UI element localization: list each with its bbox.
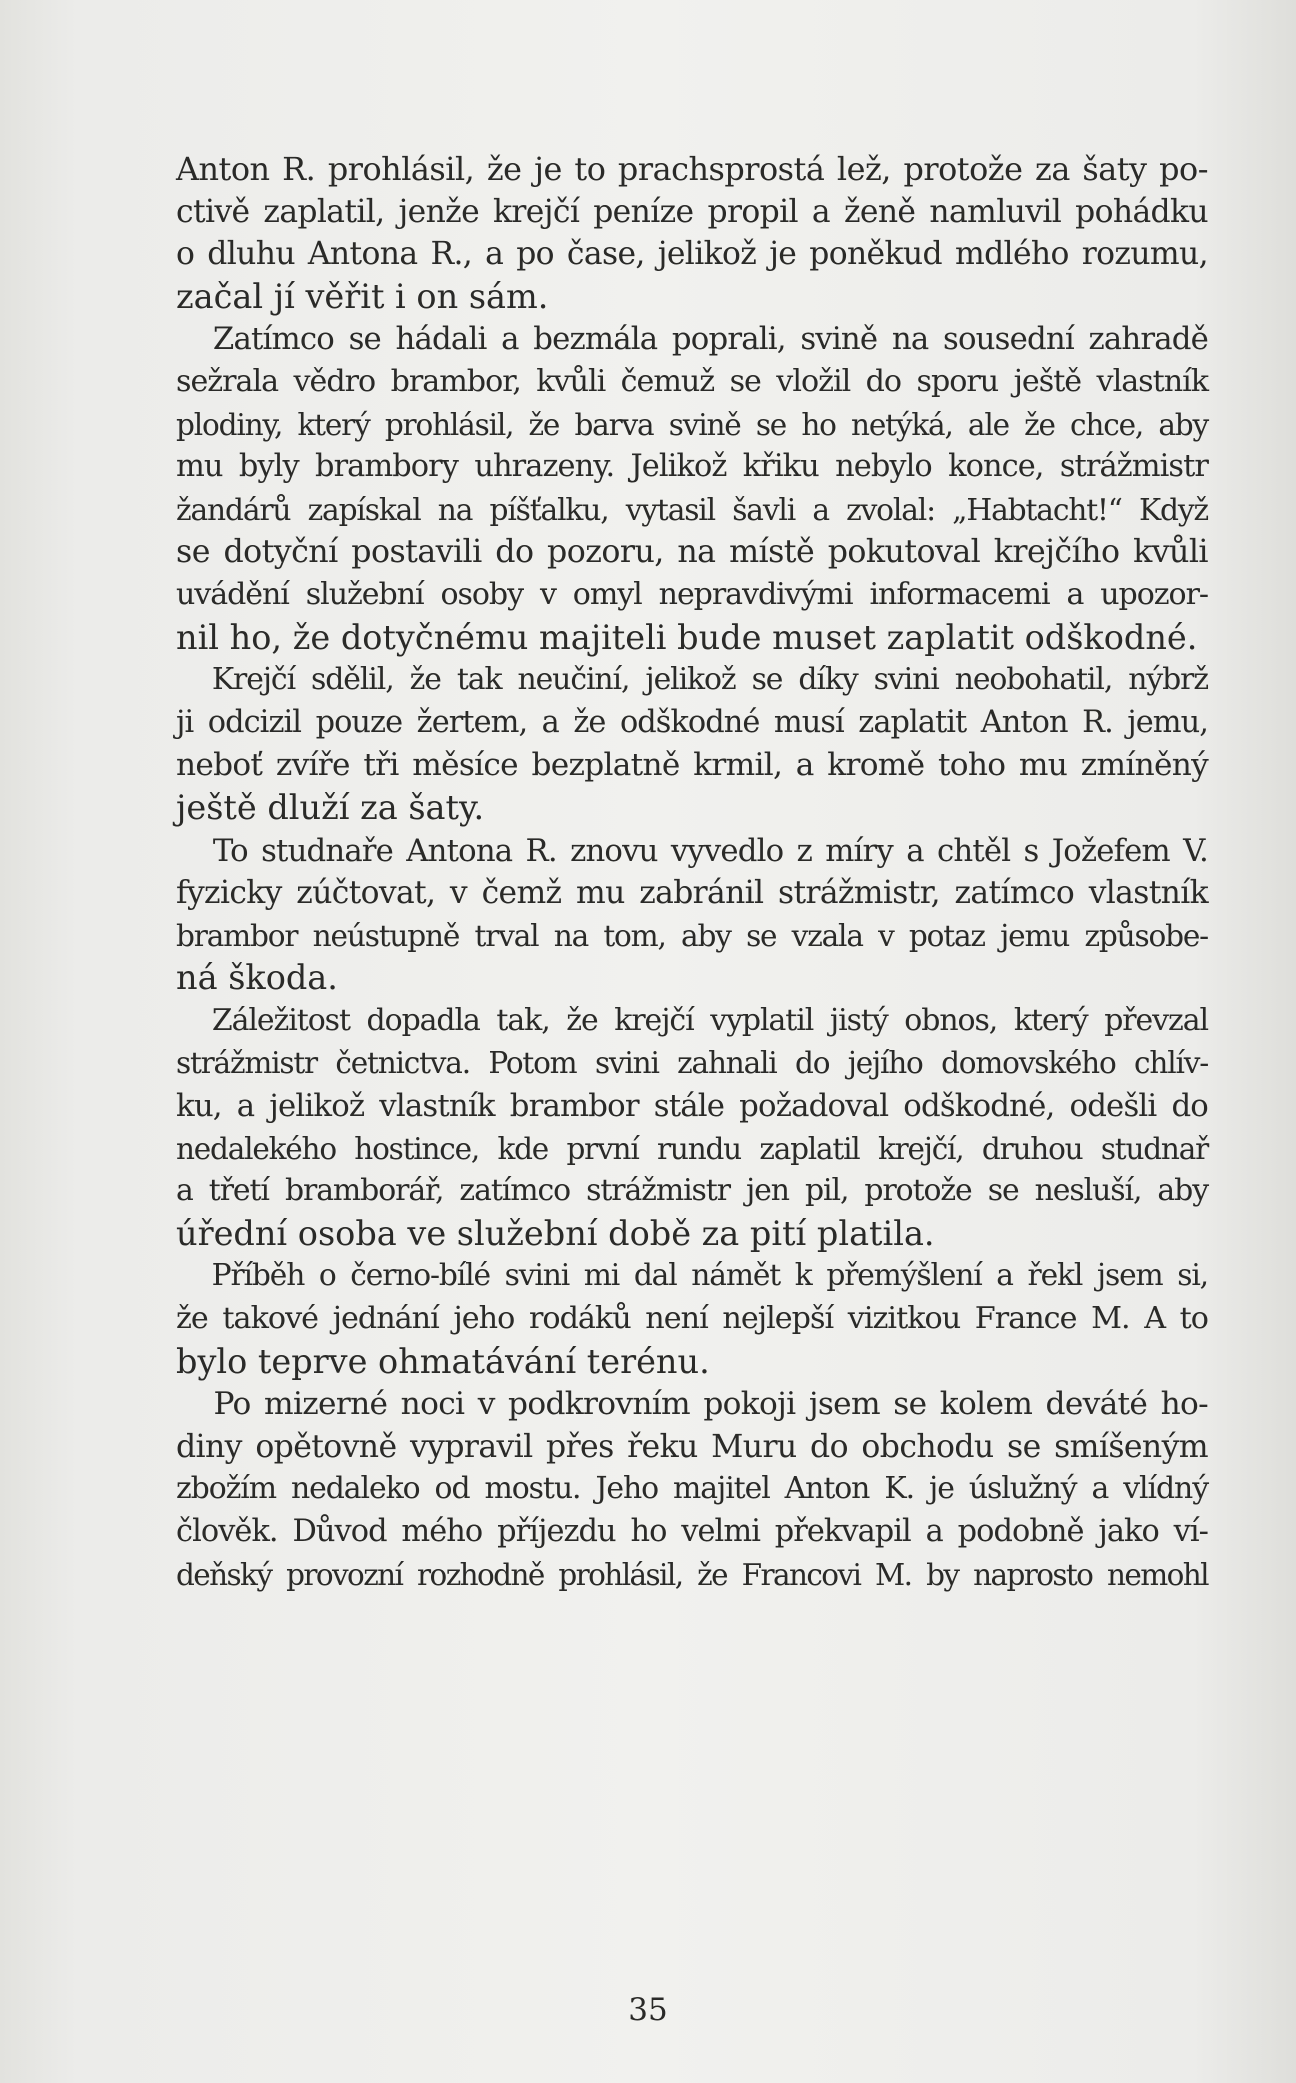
text-line: začal jí věřit i on sám.	[176, 276, 549, 316]
text-line: ctivě zaplatil, jenže krejčí peníze propil a ženě namluvil pohádku	[176, 193, 1208, 230]
text-line: úřední osoba ve služební době za pití platila.	[176, 1213, 935, 1253]
text-line: zbožím nedaleko od mostu. Jeho majitel Anton K. je úslužný a vlídný	[176, 1471, 1208, 1507]
text-line: nedalekého hostince, kde první rundu zaplatil krejčí, druhou studnař	[176, 1131, 1208, 1166]
text-line: bylo teprve ohmatávání terénu.	[176, 1341, 710, 1381]
text-line: fyzicky zúčtovat, v čemž mu zabránil strážmistr, zatímco vlastník	[176, 875, 1208, 912]
page-number: 35	[628, 1992, 668, 2028]
paragraph-1	[176, 148, 1208, 318]
text-line: se dotyční postavili do pozoru, na místě pokutoval krejčího kvůli	[176, 534, 1208, 571]
text-line: ji odcizil pouze žertem, a že odškodné musí zaplatit Anton R. jemu,	[176, 704, 1208, 740]
text-line: Anton R. prohlásil, že je to prachsprostá lež, protože za šaty po-	[176, 150, 1208, 188]
text-line: o dluhu Antona R., a po čase, jelikož je poněkud mdlého rozumu,	[176, 236, 1208, 273]
text-line: Krejčí sdělil, že tak neučiní, jelikož se díky svini neobohatil, nýbrž	[211, 662, 1208, 698]
text-line: uvádění služební osoby v omyl nepravdivými informacemi a upozor-	[176, 576, 1208, 612]
text-line: neboť zvíře tři měsíce bezplatně krmil, a kromě toho mu zmíněný	[176, 747, 1208, 784]
text-line: Záležitost dopadla tak, že krejčí vyplatil jistý obnos, který převzal	[211, 1002, 1208, 1038]
paragraph-3	[176, 659, 1208, 829]
paragraph-4	[176, 830, 1208, 1000]
text-line: diny opětovně vypravil přes řeku Muru do obchodu se smíšeným	[176, 1428, 1208, 1465]
text-line: ku, a jelikož vlastník brambor stále požadoval odškodné, odešli do	[176, 1088, 1208, 1125]
paragraph-2	[176, 318, 1208, 659]
text-line: ještě dluží za šaty.	[176, 787, 485, 827]
text-line: plodiny, který prohlásil, že barva svině se ho netýká, ale že chce, aby	[176, 407, 1208, 442]
text-line: mu byly brambory uhrazeny. Jelikož křiku nebylo konce, strážmistr	[176, 449, 1208, 485]
text-line: strážmistr četnictva. Potom svini zahnali do jejího domovského chlív-	[176, 1046, 1208, 1081]
text-line: nil ho, že dotyčnému majiteli bude muset zaplatit odškodné.	[176, 617, 1198, 657]
paragraph-6	[176, 1255, 1208, 1383]
text-line: deňský provozní rozhodně prohlásil, že Francovi M. by naprosto nemohl	[176, 1557, 1208, 1592]
text-line: žandárů zapískal na píšťalku, vytasil šavli a zvolal: „Habtacht!“ Když	[176, 491, 1208, 527]
body-text	[176, 148, 1208, 1596]
text-line: Zatímco se hádali a bezmála poprali, svině na sousední zahradě	[212, 321, 1208, 358]
text-line: To studnaře Antona R. znovu vyvedlo z míry a chtěl s Jožefem V.	[212, 832, 1208, 869]
text-line: sežrala vědro brambor, kvůli čemuž se vložil do sporu ještě vlastník	[176, 363, 1208, 399]
text-line: že takové jednání jeho rodáků není nejlepší vizitkou France M. A to	[176, 1301, 1208, 1337]
text-line: Příběh o černo-bílé svini mi dal námět k přemýšlení a řekl jsem si,	[211, 1258, 1208, 1294]
paragraph-7	[176, 1383, 1208, 1596]
text-line: brambor neústupně trval na tom, aby se vzala v potaz jemu způsobe-	[176, 918, 1208, 953]
text-line: ná škoda.	[176, 958, 338, 998]
text-line: Po mizerné noci v podkrovním pokoji jsem se kolem deváté ho-	[213, 1386, 1208, 1423]
text-line: a třetí bramborář, zatímco strážmistr jen pil, protože se nesluší, aby	[176, 1173, 1208, 1209]
text-line: člověk. Důvod mého příjezdu ho velmi překvapil a podobně jako ví-	[176, 1514, 1208, 1549]
paragraph-5	[176, 1000, 1208, 1256]
